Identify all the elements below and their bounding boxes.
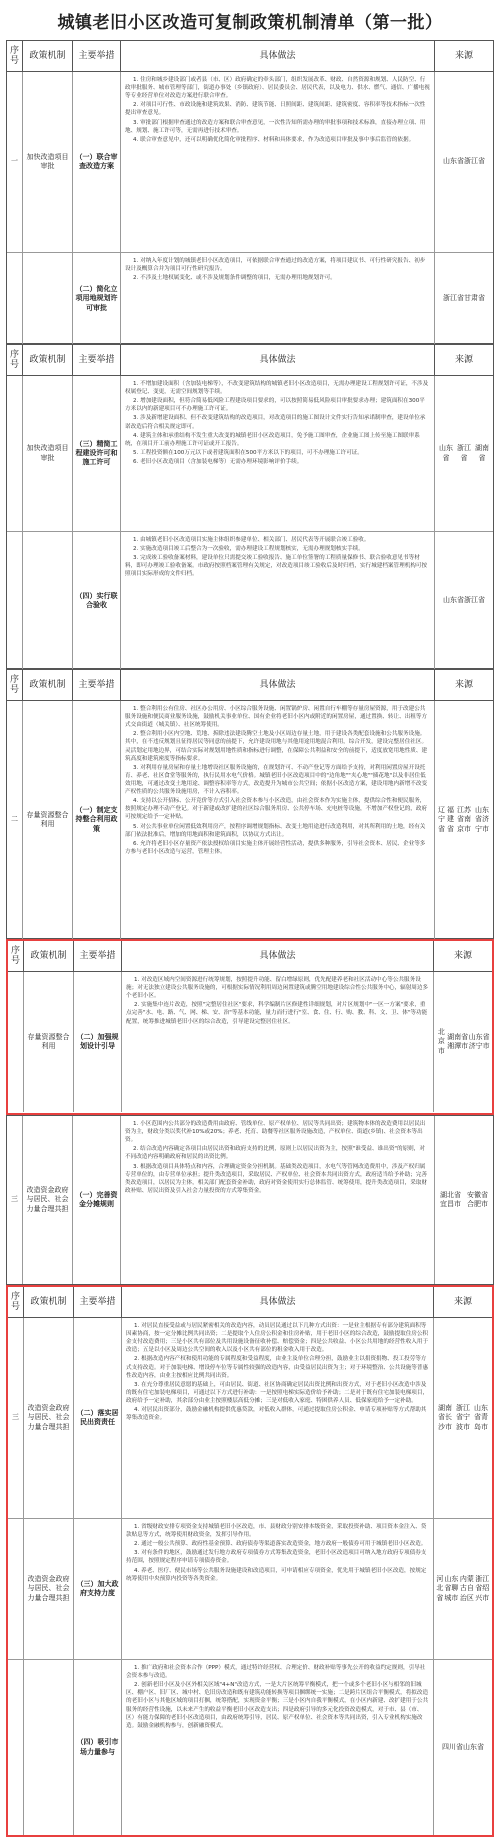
row-seq: 一 — [7, 72, 23, 252]
row-mechanism: 改造资金政府与居民、社会力量合理共担 — [23, 1116, 73, 1284]
row-source — [434, 1660, 492, 1835]
source-region: 内蒙古自治区 — [459, 1575, 474, 1602]
detail-paragraph: 1. 整合利用公有住房、社区办公用房、小区综合服务设施、闲置锅炉房、闲置自行车棚等存量房屋资源，用于改建公共服务设施和便民商业服务设施，鼓励机关事业单位、国有企业将老旧小区内或附近的闲置房屋，通过置换、转让、出租等方式交由街道（城关镇）、社区统筹使用。 — [125, 706, 428, 729]
row-mechanism: 加快改造项目审批 — [23, 72, 73, 252]
source-region: 湖南省 — [475, 444, 489, 462]
row-detail — [121, 72, 435, 252]
header-seq: 序号 — [7, 670, 23, 700]
detail-paragraph: 2. 创新老旧小区及小区外相关区域"4+N"改造方式，一是大片区统筹平衡模式，把一个或多个老旧小区与相邻的旧城区、棚户区、旧厂区、城中村、危旧房改造和既有建筑功能转换等项目捆绑统一实施；二是跨片区组合平衡模式，将拟改造的老旧小区与其他区域的项目打捆，统筹搭配，实现资金平衡；三是小区内自我平衡模式，在小区内新建、改扩建用于公共服务的经营性设施，以未来产生的收益平衡老旧小区改造支出；四是政府引导的多元化投资改造模式，对于市、县（市、区）有能力保障的老旧小区改造项目，由政府统筹引导，居民、原产权单位、社会资本等共同出资，引入专业机构实施改造。鼓励金融机构参与，创新融资模式。 — [126, 1682, 429, 1729]
source-region: 河北省 — [436, 1575, 444, 1602]
header-mechanism: 政策机制 — [24, 941, 74, 971]
detail-paragraph: 1. 对居民直接受益或与居民紧密相关的改造内容，动员居民通过以下几种方式出资：一是业主根据专有部分建筑面积等因素协商，按一定分摊比例共同出资；二是提取个人住房公积金和住房补贴，用于老旧小区的综合改造，鼓励提取住房公积金支付改造费用；三是小区共有部位及共用设施设备征收补偿、赔偿资金；四是公共收益、小区公共用地的经营性收入用于改造；五是以小区及周边公共空间的收入以及小区共有部位的租金收入用于改造。 — [126, 1323, 429, 1354]
row-detail — [121, 253, 435, 345]
source-region: 湖南省湘潭市 — [447, 1032, 469, 1050]
row-measure: （一）制定支持整合利用政策 — [73, 701, 121, 939]
header-measure: 主要举措 — [74, 1287, 122, 1317]
detail-paragraph: 1. 对改造区域内空间资源进行统筹规划，按照提升功能、留白增绿原则，优先配建养老和社区活动中心等公共服务设施；对无法独立建设公共服务设施的，可根据实际情况利用周边闲置建筑或腾空用地建设综合性公共服务中心，辐射周边多个老旧小区。 — [126, 977, 429, 1000]
table-header — [7, 41, 493, 72]
row-measure: （二）简化立项用地规划许可审批 — [73, 253, 121, 345]
row-seq — [8, 1519, 24, 1659]
header-mechanism: 政策机制 — [24, 1287, 74, 1317]
table-header — [8, 1287, 492, 1318]
row-source — [435, 72, 493, 252]
table-row — [7, 532, 493, 670]
row-seq — [7, 253, 23, 345]
detail-paragraph: 1. 对纳入年度计划的城镇老旧小区改造项目，可依据联合审查通过的改造方案，将项目建议书、可行性研究报告、初步设计及概算合并为项目可行性研究报告。 — [125, 258, 426, 273]
detail-paragraph: 3. 对利用存量房屋和存量土地增设社区服务设施的，在规划许可、不动产登记等方面给予支持，对利用闲置房屋开设托育、养老、社区食堂等服务的，执行民用水电气价格。城镇老旧小区改造项目中的"边角地""夹心地""插花地"以及非居住低效用地，可通过改变土地用途、调整容积率等方式，改造提升为城市公共空间；依据小区改造方案，建设用地内新增不改变产权性质的公共服务设施用房，不计入容积率。 — [125, 764, 428, 796]
row-measure: （三）精简工程建设许可和施工许可 — [73, 376, 121, 531]
row-measure: （一）联合审查改造方案 — [73, 72, 121, 252]
detail-paragraph: 2. 实施集中连片改造，按照"完整居住社区"要求，科学编制片区修建性详细规划，对片区规划中"一区一方案"要求，重点完善"水、电、路、气、网、梯、安、治"等基本功能，量力而行进行"室、食、住、行、购、教、科、文、卫、体"等功能配置，统筹推进城镇老旧小区的综合改造，引导建设完整居住社区。 — [126, 1002, 428, 1025]
source-region: 甘肃省 — [464, 294, 485, 303]
detail-paragraph: 2. 整合利用小区内空地、荒地、拆除违法建设腾空土地及小区周边存量土地，用于建设各类配套设施和公共服务设施。其中，在不违反规划且征得居民等同意的前提下，允许建设用地与其他用途用地混合利用，综合开发，建设完整居住社区。灵活划定用地边界，可结合实际对规划用地性质和指标进行调整，在保障公共利益和安全的前提下，适度放宽用地性质、建筑高度和建筑密度等指标要求。 — [125, 731, 428, 762]
detail-paragraph: 4. 对居民出资部分，鼓励金融机构提供优惠贷款，对低收入群体，可通过提取住房公积金、申请专项补贴等方式帮助其筹集改造资金。 — [126, 1407, 427, 1422]
source-region: 浙江省 — [464, 157, 485, 166]
row-measure: （二）落实居民出资责任 — [74, 1318, 122, 1518]
detail-paragraph: 6. 允许将老旧小区存量资产依法授权给项目实施主体开展经营性活动，提供多种服务，引导社会资本、居民、企业等多方参与老旧小区改造与运营，管理主体。 — [125, 840, 426, 855]
source-region: 浙江省 — [457, 444, 471, 462]
row-source — [435, 253, 493, 345]
row-source — [434, 1318, 492, 1518]
detail-paragraph: 5. 工程投资额在100万元以下或者建筑面积在500平方米以下的项目，可不办理施工许可证。 — [133, 449, 363, 456]
detail-paragraph: 4. 建筑主体和承重结构不发生重大改变的城镇老旧小区改造项目，免予施工图审查，企业施工图上传至施工图联审系统，在项目开工前办理施工许可证或开工报告。 — [125, 432, 420, 447]
detail-paragraph: 3. 审批部门根据审查通过的改造方案和联合审查意见，一次性告知所需办理的审批事项和技术标准，直接办理立项、用地、规划、施工许可等，无需再进行技术审查。 — [125, 119, 426, 134]
source-region: 辽宁省 — [438, 806, 445, 833]
row-source — [435, 701, 493, 939]
row-mechanism — [23, 253, 73, 345]
row-mechanism: 改造资金政府与居民、社会力量合理共担 — [24, 1318, 74, 1518]
row-measure: （二）加强规划设计引导 — [74, 972, 122, 1112]
row-mechanism: 加快改造项目审批 — [23, 376, 73, 531]
row-seq — [7, 376, 23, 531]
source-region: 山东省济宁市 — [468, 1032, 490, 1050]
row-detail — [122, 1660, 434, 1835]
header-source: 来源 — [453, 1296, 472, 1307]
row-detail — [121, 1116, 435, 1284]
source-region: 湖北省宜昌市 — [440, 1190, 461, 1208]
row-mechanism — [24, 1660, 74, 1835]
detail-paragraph: 2. 实施改造项目竣工后整合为一次验收，需办理建设工程规划核实，无需办理规划核实手续。 — [133, 546, 364, 553]
detail-paragraph: 3. 涉及新增建设面积、但不改变建筑结构的改造项目，对改造项目的施工图设计文件实行告知承诺制审查，建设单位承诺改造后符合相关规定即可。 — [125, 415, 426, 430]
detail-paragraph: 1. 省级财政安排专项资金支持城镇老旧小区改造，市、县财政分别安排本级资金，采取投资补助、项目资本金注入、贷款贴息等方式，统筹使用财政资金，发挥引导作用。 — [126, 1524, 427, 1539]
detail-paragraph: 3. 在充分尊重居民意愿的基础上，可由居民、街道、社区协商确定居民出资比例和出资方式，对于老旧小区改造中涉及的既有住宅加装电梯项目，可通过以下方式进行补助：一是按照电梯实际造价给予补助；二是对于既有住宅加装电梯项目，政府给予一定补助，其余部分由业主按照楼层高低分摊；三是对低收入家庭、特困供养人员、低保家庭给予一定补助。 — [126, 1381, 429, 1404]
header-source: 来源 — [454, 354, 473, 365]
row-seq: 三 — [8, 1318, 24, 1518]
row-seq: 二 — [7, 701, 23, 939]
source-region: 四川省 — [442, 1742, 463, 1751]
source-region: 江苏省南京市 — [457, 806, 471, 833]
page-title: 城镇老旧小区改造可复制政策机制清单（第一批） — [57, 12, 443, 33]
row-detail — [121, 532, 435, 670]
source-region: 浙江省 — [464, 596, 485, 605]
header-detail: 具体做法 — [121, 345, 435, 375]
header-measure: 主要举措 — [73, 670, 121, 700]
table-row — [7, 376, 493, 532]
source-region: 福建省 — [447, 806, 454, 833]
header-mechanism: 政策机制 — [23, 670, 73, 700]
table-row — [7, 1116, 493, 1284]
row-mechanism: 存量资源整合利用 — [23, 701, 73, 939]
source-region: 浙江省绍兴市 — [475, 1575, 490, 1602]
row-detail — [122, 1318, 434, 1518]
detail-paragraph: 2. 对项目可行性、市政设施和建筑效果、消防、建筑节能、日照间距、建筑间距、建筑密度、容积率等技术指标一次性提出审查意见。 — [125, 102, 426, 117]
detail-paragraph: 1. 由城镇老旧小区改造项目实施主体组织参建单位、相关部门、居民代表等开展联合竣工验收。 — [133, 537, 370, 543]
table-header — [8, 941, 492, 972]
row-seq: 三 — [7, 1116, 23, 1284]
header-detail: 具体做法 — [121, 670, 435, 700]
source-region: 山东省 — [443, 157, 464, 166]
row-source — [434, 972, 492, 1112]
source-region: 山东省 — [463, 1742, 484, 1751]
header-seq: 序号 — [7, 41, 23, 71]
header-source: 来源 — [453, 950, 472, 961]
table-row — [7, 253, 493, 345]
detail-paragraph: 2. 不涉及土地权属变化、或不涉及规划条件调整的项目，无需办理用地规划许可。 — [133, 275, 336, 282]
table-section-5 — [6, 1115, 494, 1285]
table-row — [7, 701, 493, 939]
source-region: 湖南省长沙市 — [438, 1404, 452, 1431]
row-measure: （一）完善资金分摊规则 — [73, 1116, 121, 1284]
row-source — [435, 532, 493, 670]
row-detail — [121, 701, 435, 939]
header-measure: 主要举措 — [74, 941, 122, 971]
header-detail: 具体做法 — [122, 941, 434, 971]
header-seq: 序号 — [8, 941, 24, 971]
source-region: 山东省聊城市 — [444, 1575, 459, 1602]
detail-paragraph: 5. 对公共事业单位闲置低效利用房产，按程序调增规划指标、改变土地用途进行改造利用，对其所利用的土地，经有关部门依法批准后，增加的用地面积和建筑面积，以协议方式出让。 — [125, 823, 426, 838]
table-row — [8, 1660, 492, 1835]
table-section-6 — [6, 1285, 494, 1837]
detail-paragraph: 1. 不增加建设面积（含加装电梯等），不改变建筑结构的城镇老旧小区改造项目，无需办理建设工程规划许可证，不涉及权属登记、变更，无需空间规划等手续。 — [125, 381, 429, 396]
table-section-3 — [6, 669, 494, 939]
source-region: 浙江省 — [443, 294, 464, 303]
source-region: 山东省 — [439, 444, 453, 462]
header-detail: 具体做法 — [121, 41, 435, 71]
header-measure: 主要举措 — [73, 41, 121, 71]
row-seq — [8, 972, 24, 1112]
source-region: 山东省 — [443, 596, 464, 605]
row-measure: （三）加大政府支持力度 — [74, 1519, 122, 1659]
detail-paragraph: 4. 养老、医疗、便民市场等公共服务设施建设和改造项目，可申请相应专项资金，优先用于城镇老旧小区改造，按规定统筹使用中央预算内投资等各类资金。 — [126, 1567, 427, 1582]
row-seq — [7, 532, 23, 670]
detail-paragraph: 3. 根据改造项目具体特点和内容，合理确定资金分担机制。基础类改造项目，水电气等管网改造费用中，涉及产权归属专营单位的，由专营单位承担；提升类改造项目，采取居民、产权单位、社会资本共同出资方式，政府适当给予补助；完善类改造项目，以居民为主体，相关部门配套资金补助，政府对资金使用实行总体监管、统筹使用，提升类改造项目，采取财政补贴、居民出资及引入社会力量投资的方式筹集资金。 — [125, 1163, 428, 1194]
detail-paragraph: 2. 结合改造内容确定各项目由居民出资和政府支持的比例，原则上以居民出资为主，按照"谁受益、谁出资"的原则，对不同改造内容明确政府和居民的出资比例。 — [125, 1146, 425, 1161]
detail-paragraph: 2. 通过一般公共预算、政府性基金预算、政府债券等渠道落实改造资金，地方政府一般债券可用于城镇老旧小区改造。 — [134, 1541, 427, 1548]
header-detail: 具体做法 — [122, 1287, 434, 1317]
detail-paragraph: 2. 根据改造内容产权和使用功能的专属程度和受益程度，由业主及单位合理分担，鼓励业主以捐资捐物、投工投劳等方式支持改造。对于加装电梯、增设停车位等专属性较强的改造内容，由受益居民出资为主；对于环境整治、公共设施等普惠性改造内容，由业主按相应比例共同出资。 — [126, 1356, 429, 1379]
detail-paragraph: 2. 增加建设面积，但符合简易低风险工程建设项目要求的，可以按照简易低风险项目审批要求办理；建筑面积在300平方米以内的新建项目可不办理施工许可证。 — [125, 398, 425, 413]
source-region: 山东省青岛市 — [474, 1404, 488, 1431]
header-measure: 主要举措 — [73, 345, 121, 375]
row-measure: （四）实行联合验收 — [73, 532, 121, 670]
table-row — [7, 72, 493, 253]
header-mechanism: 政策机制 — [23, 41, 73, 71]
row-mechanism: 改造资金政府与居民、社会力量合理共担 — [24, 1519, 74, 1659]
header-seq: 序号 — [7, 345, 23, 375]
detail-paragraph: 1. 推广政府和社会资本合作（PPP）模式，通过特许经营权、合理定价、财政补贴等事先公开的收益约定规则，引导社会资本参与改造。 — [126, 1665, 426, 1680]
table-row — [8, 972, 492, 1112]
table-row — [8, 1318, 492, 1519]
detail-paragraph: 6. 老旧小区改造项目（含加装电梯等）无需办理环境影响评价手续。 — [133, 458, 303, 465]
detail-paragraph: 4. 支持以公开招标、公开竞价等方式引入社会资本参与小区改造，由社会资本作为实施主体，提供综合性和便民服务，按照规定办理不动产登记。对于新建或改扩建的社区综合服务用房、公共停车场、充电桩等设施，不增加产权登记的，政府可按规定给予一定补贴。 — [125, 798, 428, 821]
row-seq — [8, 1660, 24, 1835]
header-source: 来源 — [454, 679, 473, 690]
detail-paragraph: 3. 对有条件的地区，鼓励通过发行地方政府专项债券方式筹集改造资金，老旧小区改造项目可纳入地方政府专项债券支持范围，按照规定程序申请专项债券资金。 — [126, 1550, 427, 1565]
row-detail — [122, 972, 434, 1112]
source-region: 安徽省合肥市 — [467, 1190, 488, 1208]
table-row — [8, 1519, 492, 1660]
source-region: 山东省济宁市 — [475, 806, 489, 833]
table-header — [7, 345, 493, 376]
row-measure: （四）吸引市场力量参与 — [74, 1660, 122, 1835]
row-source — [435, 1116, 493, 1284]
table-section-1 — [6, 40, 494, 344]
row-mechanism — [23, 532, 73, 670]
detail-paragraph: 4. 联合审查意见中，还可以明确优化简化审批程序、材料和具体要求，作为改造项目审批及事中事后监管的依据。 — [133, 136, 415, 143]
header-source: 来源 — [454, 50, 473, 61]
source-region: 北京市 — [437, 1028, 445, 1055]
table-section-2 — [6, 344, 494, 669]
row-source — [434, 1519, 492, 1659]
header-mechanism: 政策机制 — [23, 345, 73, 375]
table-header — [7, 670, 493, 701]
detail-paragraph: 3. 完成竣工验收备案材料，建设单位只需提交竣工验收报告、施工单位签署的工程质量保修书、联合验收意见书等材料，即可办理竣工验收备案。市政府按照档案管理有关规定，对改造项目竣工验收后及时归档，实行城建档案管理机构可按照项目实际形成的文件归档。 — [125, 555, 428, 578]
row-mechanism: 存量资源整合利用 — [24, 972, 74, 1112]
header-seq: 序号 — [8, 1287, 24, 1317]
row-detail — [121, 376, 435, 531]
row-source — [435, 376, 493, 531]
row-detail — [122, 1519, 434, 1659]
table-section-4 — [6, 939, 494, 1115]
detail-paragraph: 1. 住房和城乡建设部门或者县（市、区）政府确定的牵头部门，组织发展改革、财政、自然资源和规划、人民防空、行政审批服务、城市管理等部门，街道办事处（乡镇政府）、居民委员会、居民代表，以及电力、供水、燃气、通信、广播电视等专业经营单位对改造方案进行联合审查。 — [125, 77, 430, 100]
source-region: 浙江省宁波市 — [456, 1404, 470, 1431]
detail-paragraph: 1. 小区范围内公共部分的改造费用由政府、管线单位、原产权单位、居民等共同出资；建筑物本体的改造费用以居民出资为主，财政分类以奖代补10%或20%；养老、托育、助餐等社区服务设施改造，产权单位、街道(乡镇)、社会资本等出资。 — [125, 1121, 426, 1144]
